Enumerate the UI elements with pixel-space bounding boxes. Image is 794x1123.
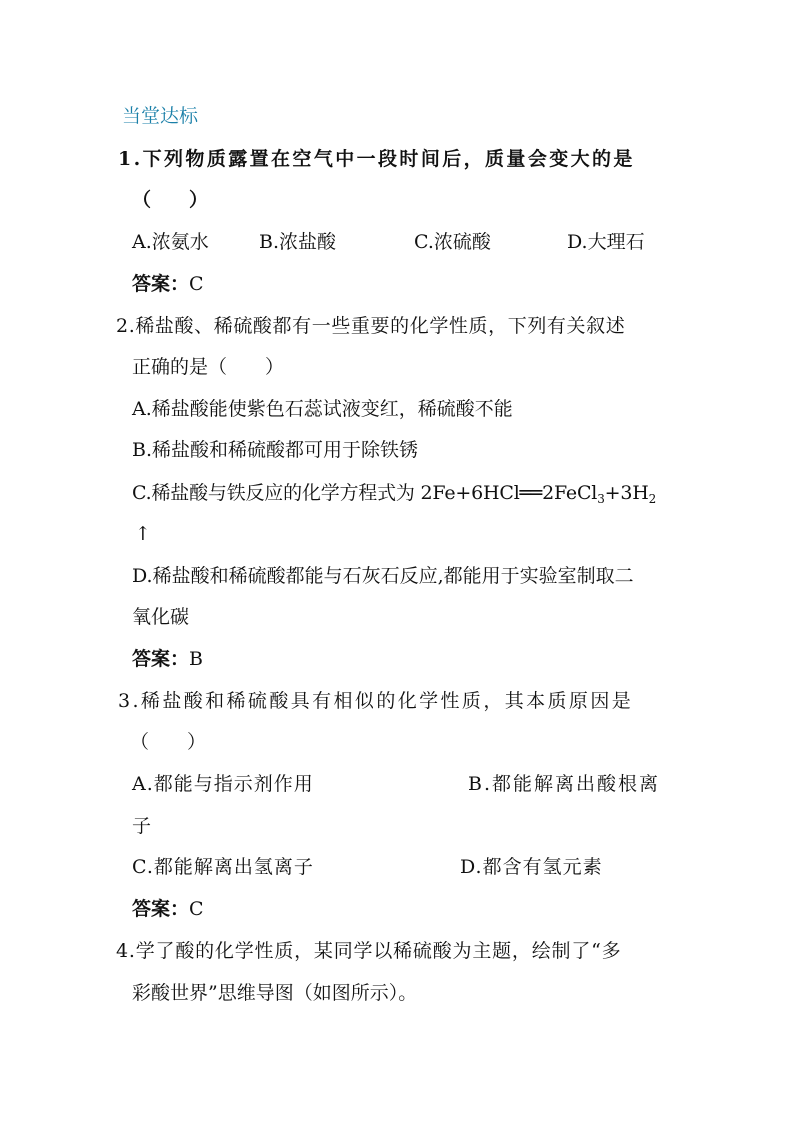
question-2-option-c	[132, 480, 656, 506]
question-1-option-c: C.浓硫酸	[414, 231, 491, 253]
question-3-option-b-line1: B.都能解离出酸根离	[468, 773, 661, 795]
answer-value: C	[189, 273, 204, 295]
section-title: 当堂达标	[122, 105, 199, 127]
question-4-stem-line2: 彩酸世界”思维导图（如图所示）。	[132, 982, 418, 1004]
question-1-option-a: A.浓氨水	[132, 231, 209, 253]
answer-label: 答案：	[132, 273, 190, 295]
question-2-option-c-arrow: ↑	[135, 523, 151, 545]
option-c-mid: +3H	[604, 482, 649, 504]
option-c-subscript-2: 2	[648, 492, 657, 506]
question-3-stem-line1: 3.稀盐酸和稀硫酸具有相似的化学性质，其本质原因是	[118, 690, 634, 712]
question-2-stem-line2: 正确的是（ ）	[132, 356, 285, 378]
option-c-subscript-1: 3	[597, 492, 605, 506]
question-3-option-b-line2: 子	[132, 815, 152, 837]
question-3-stem-line2: （ ）	[130, 731, 207, 753]
question-1-answer	[132, 271, 204, 297]
question-2-option-d-line1: D.稀盐酸和稀硫酸都能与石灰石反应,都能用于实验室制取二	[132, 565, 634, 587]
answer-label: 答案：	[132, 898, 190, 920]
question-4-stem-line1: 4.学了酸的化学性质，某同学以稀硫酸为主题，绘制了“多	[116, 940, 622, 962]
answer-value: C	[189, 898, 204, 920]
question-2-option-a: A.稀盐酸能使紫色石蕊试液变红，稀硫酸不能	[132, 398, 513, 420]
question-2-answer	[132, 646, 203, 672]
question-2-option-b: B.稀盐酸和稀硫酸都可用于除铁锈	[132, 439, 419, 461]
question-1-stem-line1: 1.下列物质露置在空气中一段时间后，质量会变大的是	[118, 148, 635, 170]
question-2-option-d-line2: 氧化碳	[132, 606, 190, 628]
answer-value: B	[189, 648, 203, 670]
question-2-stem-line1: 2.稀盐酸、稀硫酸都有一些重要的化学性质，下列有关叙述	[116, 315, 626, 337]
question-3-option-d: D.都含有氢元素	[460, 856, 603, 878]
question-3-answer	[132, 896, 204, 922]
question-1-option-b: B.浓盐酸	[259, 231, 337, 253]
question-3-option-a: A.都能与指示剂作用	[132, 773, 314, 795]
answer-label: 答案：	[132, 648, 190, 670]
question-1-option-d: D.大理石	[567, 231, 645, 253]
option-c-prefix: C.稀盐酸与铁反应的化学方程式为 2Fe+6HCl══2FeCl	[132, 482, 598, 504]
question-1-stem-line2: （ ）	[132, 189, 209, 211]
question-3-option-c: C.都能解离出氢离子	[132, 856, 314, 878]
